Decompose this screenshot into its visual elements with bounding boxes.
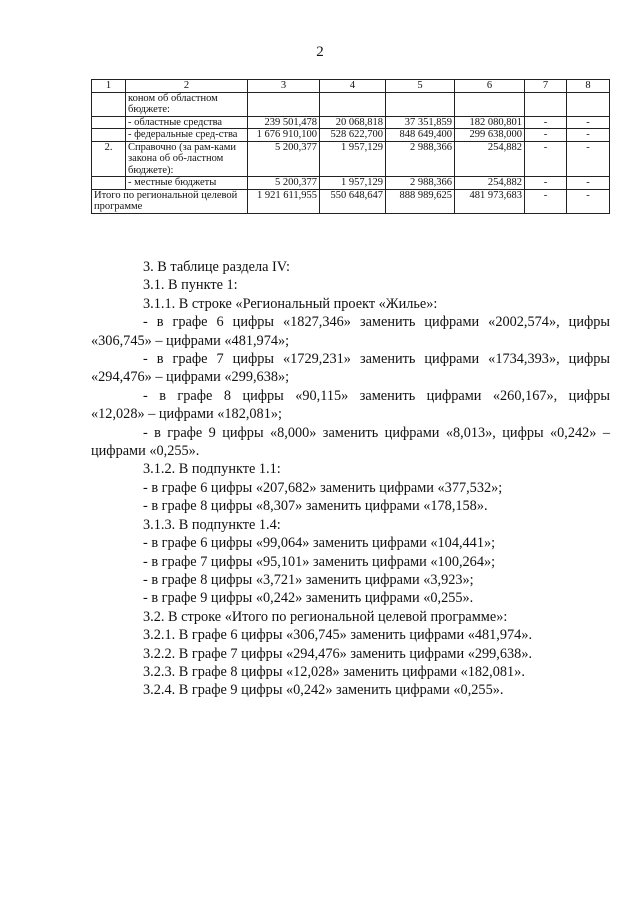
paragraph-line: 3.2. В строке «Итого по региональной целевой программе»: — [143, 608, 508, 625]
table-row — [92, 92, 610, 116]
value-cell: 37 351,859 — [386, 116, 455, 129]
value-cell: 528 622,700 — [320, 129, 386, 142]
table-header-cell: 7 — [525, 80, 567, 93]
paragraph-line: «306,745» – цифрами «481,974»; — [91, 332, 290, 349]
paragraph-line: - в графе 8 цифры «3,721» заменить цифрами «3,923»; — [143, 571, 474, 588]
table-header-cell: 1 — [92, 80, 126, 93]
paragraph-line: цифрами «0,255». — [91, 443, 200, 460]
paragraph-line: 3.2.3. В графе 8 цифры «12,028» заменить цифрами «182,081». — [143, 663, 525, 680]
table-header-row — [92, 80, 610, 93]
row-label-cell: - местные бюджеты — [126, 177, 248, 190]
table-total-row — [92, 189, 610, 213]
value-cell: - — [525, 129, 567, 142]
value-cell: 1 957,129 — [320, 177, 386, 190]
paragraph-line: - в графе 9 цифры «0,242» заменить цифрами «0,255». — [143, 590, 474, 607]
value-cell: 848 649,400 — [386, 129, 455, 142]
table-header-cell: 5 — [386, 80, 455, 93]
row-label-cell: Справочно (за рам-ками закона об об-ластном бюджете): — [126, 141, 248, 177]
value-cell: 254,882 — [455, 141, 525, 177]
total-value-cell: 1 921 611,955 — [248, 189, 320, 213]
row-number-cell: 2. — [92, 141, 126, 177]
value-cell: - — [525, 141, 567, 177]
table-header-cell: 4 — [320, 80, 386, 93]
paragraph-line: 3.2.2. В графе 7 цифры «294,476» заменить цифрами «299,638». — [143, 645, 533, 662]
value-cell: 5 200,377 — [248, 177, 320, 190]
budget-table — [91, 79, 610, 214]
value-cell — [525, 92, 567, 116]
value-cell: 182 080,801 — [455, 116, 525, 129]
table-header-cell: 2 — [126, 80, 248, 93]
value-cell: - — [525, 177, 567, 190]
value-cell — [248, 92, 320, 116]
value-cell — [320, 92, 386, 116]
value-cell — [386, 92, 455, 116]
value-cell: - — [567, 129, 610, 142]
value-cell: 239 501,478 — [248, 116, 320, 129]
paragraph-line: 3.2.4. В графе 9 цифры «0,242» заменить цифрами «0,255». — [143, 682, 504, 699]
row-label-cell: - областные средства — [126, 116, 248, 129]
row-number-cell — [92, 129, 126, 142]
paragraph-line: - в графе 9 цифры «8,000» заменить цифрами «8,013», цифры «0,242» – — [143, 424, 610, 441]
row-number-cell — [92, 177, 126, 190]
table-header-cell: 3 — [248, 80, 320, 93]
total-value-cell: - — [525, 189, 567, 213]
row-number-cell — [92, 92, 126, 116]
paragraph-line: 3.1.3. В подпункте 1.4: — [143, 516, 281, 533]
total-value-cell: 481 973,683 — [455, 189, 525, 213]
value-cell: 1 676 910,100 — [248, 129, 320, 142]
paragraph-line: - в графе 8 цифры «90,115» заменить цифрами «260,167», цифры — [143, 387, 610, 404]
document-body — [91, 258, 610, 700]
value-cell: - — [525, 116, 567, 129]
paragraph-line: 3. В таблице раздела IV: — [143, 259, 291, 275]
paragraph-line: - в графе 6 цифры «1827,346» заменить цифрами «2002,574», цифры — [143, 314, 610, 331]
table-row — [92, 116, 610, 129]
row-label-cell: - федеральные сред-ства — [126, 129, 248, 142]
value-cell: - — [567, 141, 610, 177]
row-number-cell — [92, 116, 126, 129]
table-row — [92, 141, 610, 177]
value-cell: 20 068,818 — [320, 116, 386, 129]
value-cell: 2 988,366 — [386, 177, 455, 190]
paragraph-line: 3.1.1. В строке «Региональный проект «Жилье»: — [143, 295, 438, 312]
paragraph-line: 3.1. В пункте 1: — [143, 277, 238, 294]
table-row — [92, 177, 610, 190]
table-header-cell: 6 — [455, 80, 525, 93]
paragraph-line: - в графе 6 цифры «207,682» заменить цифрами «377,532»; — [143, 479, 503, 496]
total-value-cell: 888 989,625 — [386, 189, 455, 213]
paragraph-line: - в графе 6 цифры «99,064» заменить цифрами «104,441»; — [143, 535, 496, 552]
value-cell: 5 200,377 — [248, 141, 320, 177]
row-label-cell: коном об областном бюджете: — [126, 92, 248, 116]
value-cell — [455, 92, 525, 116]
value-cell: 299 638,000 — [455, 129, 525, 142]
total-value-cell: - — [567, 189, 610, 213]
total-value-cell: 550 648,647 — [320, 189, 386, 213]
value-cell: - — [567, 116, 610, 129]
value-cell: 1 957,129 — [320, 141, 386, 177]
paragraph-line: - в графе 7 цифры «1729,231» заменить цифрами «1734,393», цифры — [143, 351, 610, 368]
total-label-cell: Итого по региональной целевой программе — [92, 189, 248, 213]
table-header-cell: 8 — [567, 80, 610, 93]
paragraph-line: - в графе 7 цифры «95,101» заменить цифрами «100,264»; — [143, 553, 496, 570]
page-number: 2 — [316, 44, 324, 60]
paragraph-line: - в графе 8 цифры «8,307» заменить цифрами «178,158». — [143, 498, 488, 515]
value-cell: 254,882 — [455, 177, 525, 190]
paragraph-line: «12,028» – цифрами «182,081»; — [91, 406, 282, 423]
value-cell: 2 988,366 — [386, 141, 455, 177]
value-cell: - — [567, 177, 610, 190]
table-row — [92, 129, 610, 142]
value-cell — [567, 92, 610, 116]
paragraph-line: 3.2.1. В графе 6 цифры «306,745» заменить цифрами «481,974». — [143, 627, 533, 644]
paragraph-line: «294,476» – цифрами «299,638»; — [91, 369, 290, 386]
paragraph-line: 3.1.2. В подпункте 1.1: — [143, 461, 281, 478]
